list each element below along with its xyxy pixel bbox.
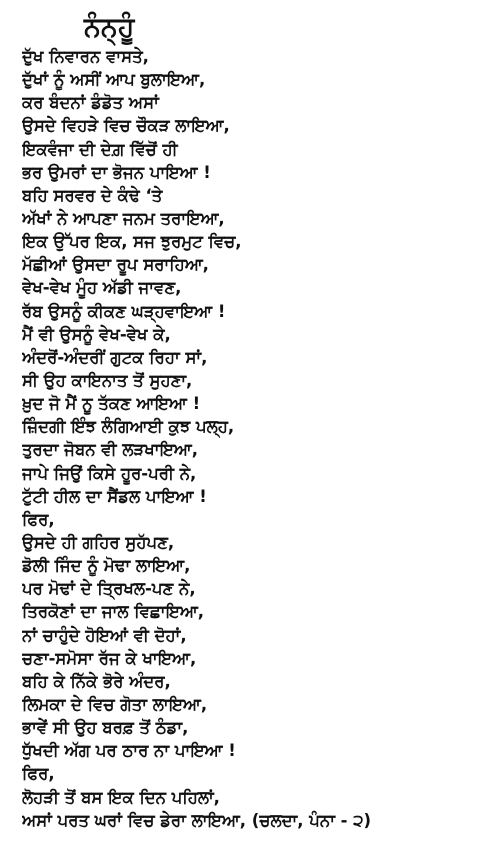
poem-line: ਚਣਾ-ਸਮੋਸਾ ਰੱਜ ਕੇ ਖਾਇਆ, [22,648,197,668]
poem-line: ਭਾਵੇਂ ਸੀ ਉਹ ਬਰਫ਼ ਤੋਂ ਠੰਡਾ, [22,718,189,738]
poem-line: ਜਾਪੇ ਜਿਉਂ ਕਿਸੇ ਹੂਰ-ਪਰੀ ਨੇ, [22,463,197,483]
poem-line: ਫਿਰ, [22,764,55,784]
poem-line: ਪਰ ਮੋਢਾਂ ਦੇ ਤ੍ਰਿਖਲ-ਪਣ ਨੇ, [22,579,196,599]
poem-line: ਅੰਦਰੋਂ-ਅੰਦਰੀਂ ਗੁਟਕ ਰਿਹਾ ਸਾਂ, [22,347,208,367]
poem-title: ਨੰਨ੍ਹੂੰ [84,12,135,43]
poem-line: ਮੱਛੀਆਂ ਉਸਦਾ ਰੂਪ ਸਰਾਹਿਆ, [22,255,209,275]
poem-line: ਬਹਿ ਸਰਵਰ ਦੇ ਕੰਢੇ ‘ਤੇ [22,185,163,205]
poem-line: ਲੋਹੜੀ ਤੋਂ ਬਸ ਇਕ ਦਿਨ ਪਹਿਲਾਂ, [22,787,220,807]
poem-line: ਤਿਰਕੋਣਾਂ ਦਾ ਜਾਲ ਵਿਛਾਇਆ, [22,602,205,622]
poem-line: ਅਸਾਂ ਪਰਤ ਘਰਾਂ ਵਿਚ ਡੇਰਾ ਲਾਇਆ, (ਚਲਦਾ, ਪੰਨਾ - ੨) [22,810,372,830]
poem-line: ਅੱਖਾਂ ਨੇ ਆਪਣਾ ਜਨਮ ਤਰਾਇਆ, [22,208,225,228]
poem-line: ਇਕ ਉੱਪਰ ਇਕ, ਸਜ ਝੁਰਮੁਟ ਵਿਚ, [22,232,242,252]
poem-line: ਭਰ ਉਮਰਾਂ ਦਾ ਭੋਜਨ ਪਾਇਆ ! [22,162,211,182]
poem-line: ਰੱਬ ਉਸਨੂੰ ਕੀਕਣ ਘੜ੍ਹਵਾਇਆ ! [22,301,226,321]
poem-line: ਉਸਦੇ ਵਿਹੜੇ ਵਿਚ ਚੌਕੜ ਲਾਇਆ, [22,116,230,136]
poem-line: ਜ਼ਿੰਦਗੀ ਇੰਝ ਲੰਗਿਆਈ ਕੁਝ ਪਲ੍ਹ, [22,417,235,437]
poem-line: ਉਸਦੇ ਹੀ ਗਹਿਰ ਸੁਹੱਪਣ, [22,532,175,552]
poem-line: ਦੁੱਖ ਨਿਵਾਰਨ ਵਾਸਤੇ, [22,47,149,66]
poem-line: ਸੀ ਉਹ ਕਾਇਨਾਤ ਤੋਂ ਸੁਹਣਾ, [22,370,193,390]
poem-line: ਡੋਲੀ ਜਿੰਦ ਨੂੰ ਮੋਢਾ ਲਾਇਆ, [22,556,191,576]
poem-line: ਲਿਮਕਾ ਦੇ ਵਿਚ ਗੋਤਾ ਲਾਇਆ, [22,694,208,714]
poem-body [22,45,496,832]
poem-line: ਖ਼ੁਦ ਜੋ ਮੈਂ ਨੂ ਤੱਕਣ ਆਇਆ ! [22,394,201,414]
poem-line: ਬਹਿ ਕੇ ਨਿੱਕੇ ਭੋਰੇ ਅੰਦਰ, [22,671,171,691]
poem-line: ਫਿਰ, [22,509,55,529]
poem-line: ਇਕਵੰਜਾ ਦੀ ਦੇਗ਼ ਵਿੱਚੋਂ ਹੀ [22,139,178,159]
poem-line: ਟੁੱਟੀ ਹੀਲ ਦਾ ਸੈਂਡਲ ਪਾਇਆ ! [22,486,207,506]
poem-line: ਧੁੱਖਦੀ ਅੱਗ ਪਰ ਠਾਰ ਨਾ ਪਾਇਆ ! [22,741,236,761]
poem-line: ਨਾਂ ਚਾਹੁੰਦੇ ਹੋਇਆਂ ਵੀ ਦੋਹਾਂ, [22,625,187,645]
poem-line: ਮੈਂ ਵੀ ਉਸਨੂੰ ਵੇਖ-ਵੇਖ ਕੇ, [22,324,171,344]
poem-line: ਦੁੱਖਾਂ ਨੂੰ ਅਸੀਂ ਆਪ ਬੁਲਾਇਆ, [22,70,206,90]
poem-line: ਵੇਖ-ਵੇਖ ਮੂੰਹ ਅੱਡੀ ਜਾਵਣ, [22,278,182,298]
poem-line: ਕਰ ਬੰਦਨਾਂ ਡੰਡੋਤ ਅਸਾਂ [22,93,159,113]
poem-line: ਤੁਰਦਾ ਜੋਬਨ ਵੀ ਲੜਖਾਇਆ, [22,440,199,460]
